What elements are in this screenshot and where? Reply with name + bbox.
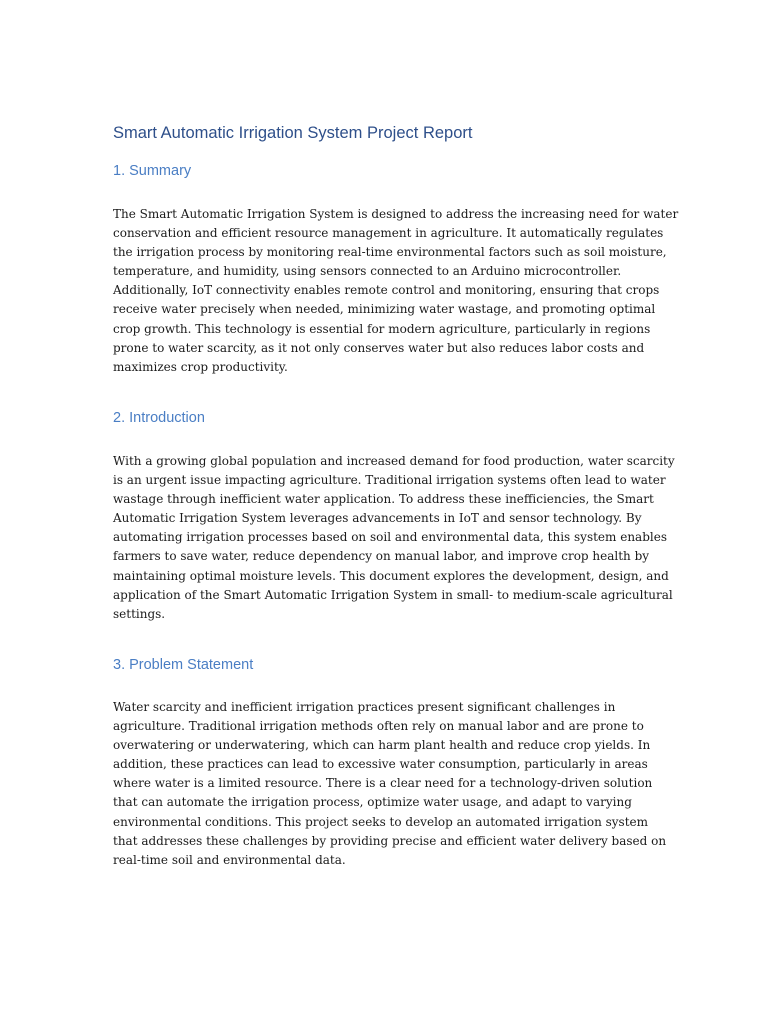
paragraph-line: is an urgent issue impacting agriculture. Traditional irrigation systems often lead to water [113,473,666,488]
paragraph-line: temperature, and humidity, using sensors connected to an Arduino microcontroller. [113,264,622,279]
paragraph-line: the irrigation process by monitoring real-time environmental factors such as soil moisture, [113,245,667,260]
paragraph-line: wastage through inefficient water application. To address these inefficiencies, the Smart [113,492,654,507]
section-body-problem-statement [113,698,667,870]
paragraph-line: receive water precisely when needed, minimizing water wastage, and promoting optimal [113,302,656,317]
paragraph-line: farmers to save water, reduce dependency on manual labor, and improve crop health by [113,549,650,564]
paragraph-line: addition, these practices can lead to excessive water consumption, particularly in areas [113,757,648,772]
paragraph-line: Water scarcity and inefficient irrigation practices present significant challenges in [113,700,616,714]
paragraph-line: where water is a limited resource. There is a clear need for a technology-driven solution [113,776,653,791]
paragraph-line: With a growing global population and increased demand for food production, water scarcity [113,454,675,468]
paragraph-line: automating irrigation processes based on soil and environmental data, this system enables [113,530,667,545]
document-title: Smart Automatic Irrigation System Project Report [113,124,473,142]
paragraph-line: overwatering or underwatering, which can harm plant health and reduce crop yields. In [113,738,651,753]
paragraph-line: prone to water scarcity, as it not only conserves water but also reduces labor costs and [113,340,645,355]
paragraph-line: Automatic Irrigation System leverages advancements in IoT and sensor technology. By [113,511,642,526]
paragraph-line: environmental conditions. This project seeks to develop an automated irrigation system [113,814,649,829]
paragraph-line: agriculture. Traditional irrigation methods often rely on manual labor and are prone to [113,719,644,734]
paragraph-line: application of the Smart Automatic Irrigation System in small- to medium-scale agricultural [113,587,673,602]
paragraph-line: settings. [113,606,166,621]
paragraph-line: that can automate the irrigation process, optimize water usage, and adapt to varying [113,795,632,810]
paragraph-line: maintaining optimal moisture levels. This document explores the development, design, and [113,568,669,583]
paragraph-line: Additionally, IoT connectivity enables remote control and monitoring, ensuring that crops [113,283,660,298]
section-body-summary [113,205,679,377]
paragraph-line: that addresses these challenges by providing precise and efficient water delivery based on [113,833,667,848]
paragraph-line: The Smart Automatic Irrigation System is designed to address the increasing need for water [113,207,679,221]
section-heading-problem-statement: 3. Problem Statement [113,657,254,673]
paragraph-line: maximizes crop productivity. [113,359,288,374]
section-heading-introduction: 2. Introduction [113,410,205,426]
section-body-introduction [113,452,675,624]
section-heading-summary: 1. Summary [113,163,192,179]
paragraph-line: real-time soil and environmental data. [113,852,346,867]
paragraph-line: crop growth. This technology is essential for modern agriculture, particularly in regions [113,321,651,336]
paragraph-line: conservation and efficient resource management in agriculture. It automatically regulates [113,226,664,241]
